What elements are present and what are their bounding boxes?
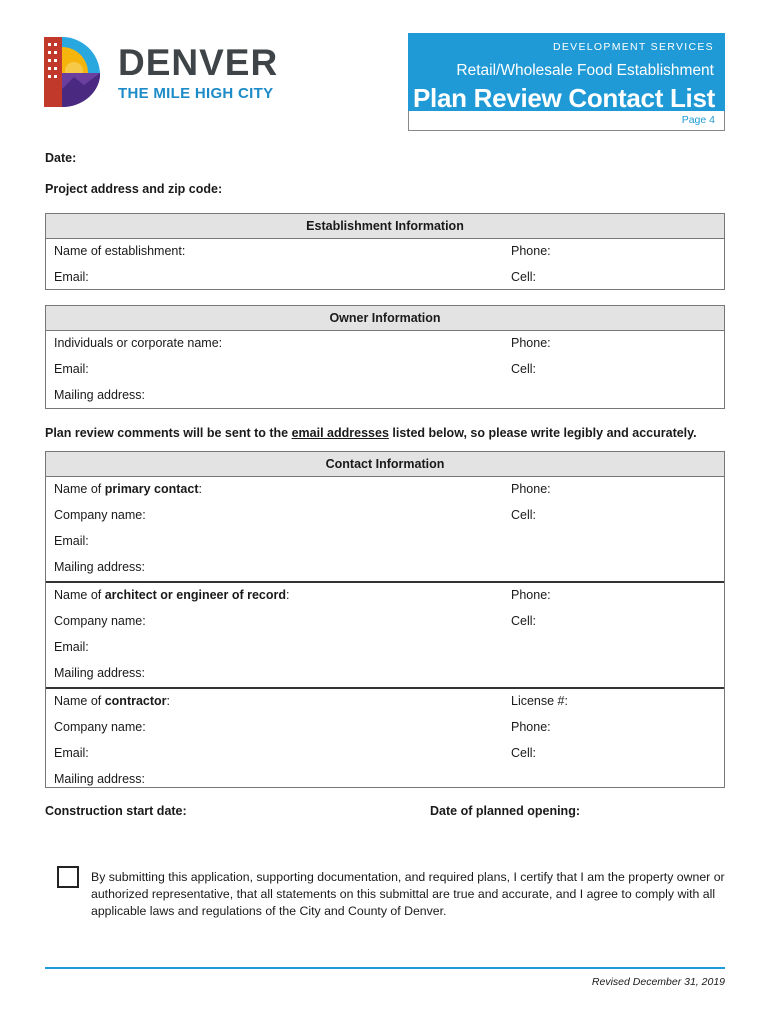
primary-contact-cell-field[interactable]: Cell: bbox=[511, 508, 537, 522]
owner-cell-field[interactable]: Cell: bbox=[511, 362, 537, 376]
establishment-email-field[interactable]: Email: bbox=[54, 270, 89, 284]
establishment-cell-field[interactable]: Cell: bbox=[511, 270, 537, 284]
logo-wordmark: DENVER bbox=[118, 42, 279, 83]
note-text-start: Plan review comments will be sent to the bbox=[45, 426, 292, 440]
note-text-end: listed below, so please write legibly and accurately. bbox=[388, 426, 697, 440]
contractor-license-field[interactable]: License #: bbox=[511, 694, 568, 708]
contractor-cell-field[interactable]: Cell: bbox=[511, 746, 537, 760]
contractor-row bbox=[46, 687, 724, 715]
architect-row bbox=[46, 581, 724, 609]
header-banner bbox=[408, 33, 725, 111]
page-number: Page 4 bbox=[681, 114, 715, 126]
page-indicator bbox=[408, 111, 725, 131]
primary-contact-email-field[interactable]: Email: bbox=[54, 534, 89, 548]
contractor-email-field[interactable]: Email: bbox=[54, 746, 89, 760]
establishment-phone-field[interactable]: Phone: bbox=[511, 244, 551, 258]
logo-tagline: THE MILE HIGH CITY bbox=[118, 85, 274, 102]
denver-logo bbox=[44, 37, 304, 109]
architect-name-field[interactable]: Name of architect or engineer of record: bbox=[54, 588, 290, 602]
owner-heading: Owner Information bbox=[46, 306, 724, 331]
contractor-company-field[interactable]: Company name: bbox=[54, 720, 146, 734]
contractor-name-field[interactable]: Name of contractor: bbox=[54, 694, 171, 708]
architect-cell-field[interactable]: Cell: bbox=[511, 614, 537, 628]
certification-checkbox[interactable] bbox=[57, 866, 79, 888]
owner-mailing-field[interactable]: Mailing address: bbox=[54, 388, 146, 402]
architect-mailing-field[interactable]: Mailing address: bbox=[54, 666, 146, 680]
contractor-phone-field[interactable]: Phone: bbox=[511, 720, 551, 734]
owner-section bbox=[45, 305, 725, 409]
department-label: DEVELOPMENT SERVICES bbox=[553, 41, 714, 53]
footer-divider bbox=[45, 967, 725, 969]
primary-contact-name-field[interactable]: Name of primary contact: bbox=[54, 482, 202, 496]
contact-section bbox=[45, 451, 725, 788]
date-field[interactable]: Date: bbox=[45, 151, 77, 165]
email-note bbox=[45, 426, 697, 440]
project-address-field[interactable]: Project address and zip code: bbox=[45, 182, 223, 196]
revised-date: Revised December 31, 2019 bbox=[591, 976, 725, 988]
primary-contact-mailing-field[interactable]: Mailing address: bbox=[54, 560, 146, 574]
form-title: Plan Review Contact List bbox=[413, 83, 715, 113]
owner-phone-field[interactable]: Phone: bbox=[511, 336, 551, 350]
establishment-heading: Establishment Information bbox=[46, 214, 724, 239]
planned-opening-field[interactable]: Date of planned opening: bbox=[430, 804, 580, 818]
certification-text: By submitting this application, supporting documentation, and required plans, I certify that I am the property owner or authorized representative, that all statements on this submittal are true and accurate, and I agree to comply with all applicable laws and regulations of the City and County of Denver. bbox=[91, 870, 725, 918]
owner-name-field[interactable]: Individuals or corporate name: bbox=[54, 336, 223, 350]
primary-contact-company-field[interactable]: Company name: bbox=[54, 508, 146, 522]
email-addresses-link: email addresses bbox=[291, 426, 389, 440]
form-subtitle: Retail/Wholesale Food Establishment bbox=[456, 62, 714, 79]
construction-start-field[interactable]: Construction start date: bbox=[45, 804, 187, 818]
architect-company-field[interactable]: Company name: bbox=[54, 614, 146, 628]
contact-heading: Contact Information bbox=[46, 452, 724, 477]
denver-emblem-icon bbox=[44, 37, 102, 109]
establishment-name-field[interactable]: Name of establishment: bbox=[54, 244, 186, 258]
contractor-mailing-field[interactable]: Mailing address: bbox=[54, 772, 146, 786]
architect-phone-field[interactable]: Phone: bbox=[511, 588, 551, 602]
architect-email-field[interactable]: Email: bbox=[54, 640, 89, 654]
owner-email-field[interactable]: Email: bbox=[54, 362, 89, 376]
establishment-section bbox=[45, 213, 725, 290]
primary-contact-phone-field[interactable]: Phone: bbox=[511, 482, 551, 496]
